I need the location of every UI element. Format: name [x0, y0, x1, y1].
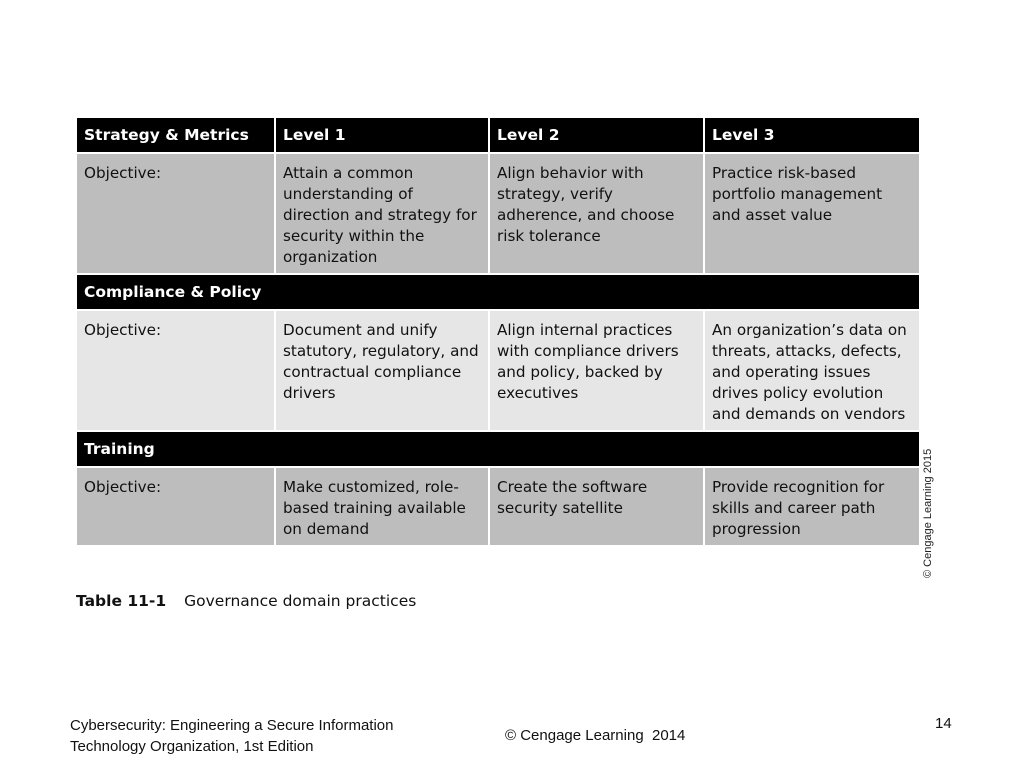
table-cell: Attain a common understanding of direction and strategy for security within the organization	[275, 153, 489, 274]
table-header-row	[76, 117, 920, 153]
table-row	[76, 310, 920, 431]
table-cell: Document and unify statutory, regulatory, and contractual compliance drivers	[275, 310, 489, 431]
caption-text: Governance domain practices	[184, 592, 417, 610]
objective-label: Objective:	[76, 153, 275, 274]
table-cell: Create the software security satellite	[489, 467, 704, 546]
table-cell: Align behavior with strategy, verify adherence, and choose risk tolerance	[489, 153, 704, 274]
table-cell: Make customized, role-based training available on demand	[275, 467, 489, 546]
caption-number: Table 11-1	[76, 592, 167, 610]
section-title-training: Training	[76, 431, 920, 467]
table-cell: Practice risk-based portfolio management and asset value	[704, 153, 920, 274]
footer-book-line-1: Cybersecurity: Engineering a Secure Information	[70, 717, 394, 734]
header-cell-level-1: Level 1	[275, 117, 489, 153]
header-cell-level-2: Level 2	[489, 117, 704, 153]
footer-book-title	[70, 715, 394, 757]
header-cell-strategy-metrics: Strategy & Metrics	[76, 117, 275, 153]
governance-table-container	[75, 116, 919, 547]
table-row	[76, 153, 920, 274]
vertical-copyright-notice: © Cengage Learning 2015	[922, 448, 934, 578]
section-header-row	[76, 431, 920, 467]
objective-label: Objective:	[76, 310, 275, 431]
footer-copyright: © Cengage Learning 2014	[505, 727, 686, 744]
section-header-row	[76, 274, 920, 310]
footer-book-line-2: Technology Organization, 1st Edition	[70, 738, 314, 755]
header-cell-level-3: Level 3	[704, 117, 920, 153]
governance-table	[75, 116, 921, 547]
table-cell: Provide recognition for skills and career path progression	[704, 467, 920, 546]
page-number: 14	[935, 715, 952, 732]
table-cell: An organization’s data on threats, attacks, defects, and operating issues drives policy evolution and demands on vendors	[704, 310, 920, 431]
table-row	[76, 467, 920, 546]
table-cell: Align internal practices with compliance drivers and policy, backed by executives	[489, 310, 704, 431]
section-title-compliance-policy: Compliance & Policy	[76, 274, 920, 310]
table-caption	[76, 592, 416, 610]
objective-label: Objective:	[76, 467, 275, 546]
